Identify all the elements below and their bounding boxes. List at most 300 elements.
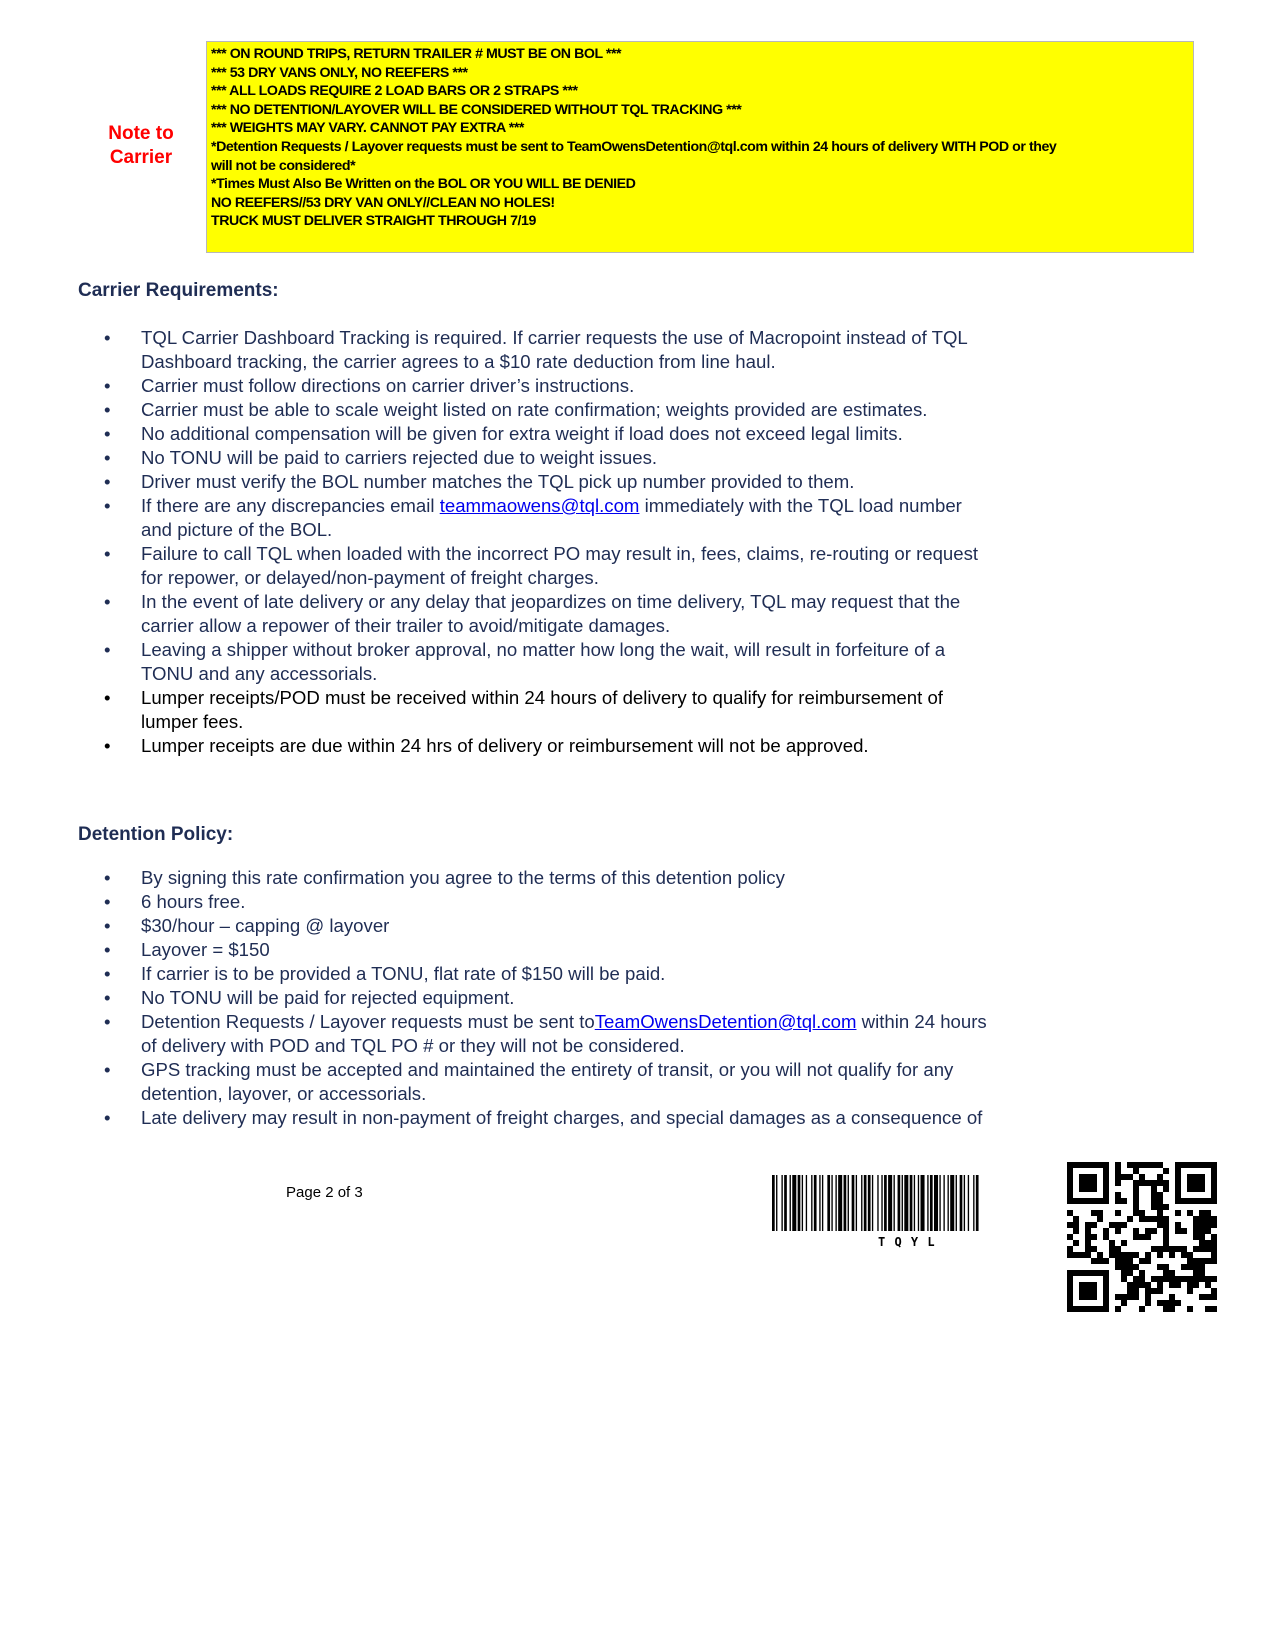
qr-module <box>1175 1210 1181 1216</box>
qr-module <box>1139 1282 1145 1288</box>
item-text: for repower, or delayed/non-payment of freight charges. <box>141 567 599 588</box>
qr-code-icon <box>1067 1162 1217 1312</box>
qr-module <box>1133 1264 1139 1270</box>
qr-module <box>1085 1234 1091 1240</box>
barcode-bar <box>868 1175 871 1231</box>
qr-module <box>1085 1294 1091 1300</box>
qr-module <box>1187 1210 1193 1216</box>
qr-module <box>1205 1216 1211 1222</box>
qr-module <box>1097 1162 1103 1168</box>
qr-module <box>1205 1294 1211 1300</box>
item-text: GPS tracking must be accepted and maintained the entirety of transit, or you will not qualify for any <box>141 1059 954 1080</box>
qr-module <box>1109 1222 1115 1228</box>
qr-module <box>1175 1222 1181 1228</box>
qr-module <box>1139 1162 1145 1168</box>
qr-module <box>1157 1282 1163 1288</box>
email-link[interactable]: TeamOwensDetention@tql.com <box>594 1011 857 1032</box>
barcode-bar <box>781 1175 782 1231</box>
qr-module <box>1103 1270 1109 1276</box>
qr-module <box>1121 1198 1127 1204</box>
qr-module <box>1103 1276 1109 1282</box>
qr-module <box>1115 1222 1121 1228</box>
bullet-icon: • <box>104 543 111 564</box>
item-text: No TONU will be paid for rejected equipment. <box>141 987 515 1008</box>
qr-module <box>1145 1162 1151 1168</box>
qr-module <box>1211 1168 1217 1174</box>
qr-module <box>1199 1276 1205 1282</box>
qr-module <box>1151 1288 1157 1294</box>
qr-module <box>1121 1276 1127 1282</box>
qr-module <box>1193 1264 1199 1270</box>
qr-module <box>1079 1162 1085 1168</box>
qr-module <box>1109 1240 1115 1246</box>
qr-module <box>1127 1282 1133 1288</box>
bullet-icon: • <box>104 1107 111 1128</box>
item-text: Carrier must follow directions on carrier driver’s instructions. <box>141 375 635 396</box>
list-item <box>104 914 1104 938</box>
qr-module <box>1067 1270 1073 1276</box>
qr-module <box>1211 1174 1217 1180</box>
qr-module <box>1157 1246 1163 1252</box>
qr-module <box>1187 1198 1193 1204</box>
qr-module <box>1091 1210 1097 1216</box>
qr-module <box>1085 1198 1091 1204</box>
item-text: Lumper receipts/POD must be received within 24 hours of delivery to qualify for reimbursement of <box>141 687 943 708</box>
qr-module <box>1205 1222 1211 1228</box>
bullet-icon: • <box>104 867 111 888</box>
qr-module <box>1103 1162 1109 1168</box>
barcode-bar <box>910 1175 913 1231</box>
qr-module <box>1103 1288 1109 1294</box>
qr-module <box>1091 1180 1097 1186</box>
qr-module <box>1067 1180 1073 1186</box>
qr-module <box>1121 1270 1127 1276</box>
item-text: carrier allow a repower of their trailer to avoid/mitigate damages. <box>141 615 671 636</box>
qr-module <box>1163 1270 1169 1276</box>
qr-module <box>1157 1276 1163 1282</box>
qr-module <box>1211 1276 1217 1282</box>
qr-module <box>1103 1228 1109 1234</box>
qr-module <box>1145 1258 1151 1264</box>
qr-module <box>1175 1246 1181 1252</box>
item-text-post: within 24 hours <box>856 1011 987 1032</box>
qr-module <box>1085 1180 1091 1186</box>
bullet-icon: • <box>104 327 111 348</box>
qr-module <box>1097 1216 1103 1222</box>
qr-module <box>1127 1216 1133 1222</box>
qr-module <box>1127 1252 1133 1258</box>
qr-module <box>1097 1258 1103 1264</box>
list-item <box>104 866 1104 890</box>
barcode-bar <box>894 1175 895 1231</box>
qr-module <box>1121 1258 1127 1264</box>
qr-module <box>1127 1162 1133 1168</box>
qr-module <box>1145 1300 1151 1306</box>
note-label-line1: Note to <box>108 123 174 144</box>
qr-module <box>1115 1258 1121 1264</box>
qr-module <box>1193 1258 1199 1264</box>
item-text: Late delivery may result in non-payment of freight charges, and special damages as a consequence of <box>141 1107 983 1128</box>
qr-module <box>1145 1234 1151 1240</box>
qr-module <box>1085 1228 1091 1234</box>
qr-module <box>1103 1258 1109 1264</box>
qr-module <box>1097 1210 1103 1216</box>
list-item <box>104 986 1104 1010</box>
qr-module <box>1073 1270 1079 1276</box>
qr-module <box>1181 1252 1187 1258</box>
note-label-line2: Carrier <box>109 147 173 168</box>
qr-module <box>1121 1174 1127 1180</box>
qr-module <box>1163 1180 1169 1186</box>
qr-module <box>1199 1174 1205 1180</box>
qr-module <box>1067 1210 1073 1216</box>
qr-module <box>1163 1216 1169 1222</box>
barcode-bar <box>918 1175 919 1231</box>
qr-module <box>1157 1204 1163 1210</box>
qr-module <box>1199 1234 1205 1240</box>
item-text: TONU and any accessorials. <box>141 663 378 684</box>
qr-module <box>1133 1162 1139 1168</box>
barcode-bar <box>831 1175 832 1231</box>
list-item <box>104 590 1104 638</box>
qr-module <box>1181 1264 1187 1270</box>
qr-module <box>1133 1180 1139 1186</box>
note-line: will not be considered* <box>211 157 356 174</box>
barcode-bar <box>921 1175 925 1231</box>
qr-module <box>1151 1246 1157 1252</box>
barcode-bar <box>976 1175 979 1231</box>
qr-module <box>1121 1240 1127 1246</box>
qr-module <box>1067 1198 1073 1204</box>
qr-module <box>1085 1240 1091 1246</box>
qr-module <box>1091 1306 1097 1312</box>
qr-module <box>1085 1288 1091 1294</box>
barcode-bar <box>802 1175 803 1231</box>
qr-module <box>1205 1306 1211 1312</box>
qr-module <box>1169 1276 1175 1282</box>
qr-module <box>1157 1264 1163 1270</box>
qr-module <box>1163 1168 1169 1174</box>
qr-module <box>1067 1294 1073 1300</box>
qr-module <box>1205 1258 1211 1264</box>
qr-module <box>1121 1252 1127 1258</box>
qr-module <box>1133 1204 1139 1210</box>
qr-module <box>1079 1198 1085 1204</box>
qr-module <box>1199 1216 1205 1222</box>
qr-module <box>1199 1210 1205 1216</box>
qr-module <box>1067 1186 1073 1192</box>
qr-module <box>1187 1252 1193 1258</box>
list-item <box>104 938 1104 962</box>
qr-module <box>1199 1258 1205 1264</box>
item-text: If carrier is to be provided a TONU, flat rate of $150 will be paid. <box>141 963 666 984</box>
qr-module <box>1091 1186 1097 1192</box>
qr-module <box>1127 1264 1133 1270</box>
qr-module <box>1193 1282 1199 1288</box>
qr-module <box>1187 1162 1193 1168</box>
qr-module <box>1115 1192 1121 1198</box>
qr-module <box>1151 1186 1157 1192</box>
qr-module <box>1211 1222 1217 1228</box>
qr-module <box>1211 1198 1217 1204</box>
qr-module <box>1139 1216 1145 1222</box>
bullet-icon: • <box>104 987 111 1008</box>
qr-module <box>1085 1252 1091 1258</box>
qr-module <box>1073 1198 1079 1204</box>
barcode-bar <box>943 1175 944 1231</box>
qr-module <box>1121 1300 1127 1306</box>
qr-module <box>1157 1210 1163 1216</box>
qr-module <box>1079 1252 1085 1258</box>
item-text-post: immediately with the TQL load number <box>639 495 962 516</box>
qr-module <box>1169 1252 1175 1258</box>
qr-module <box>1133 1192 1139 1198</box>
qr-module <box>1157 1288 1163 1294</box>
barcode-bar <box>814 1175 817 1231</box>
qr-module <box>1127 1174 1133 1180</box>
bullet-icon: • <box>104 447 111 468</box>
qr-module <box>1163 1246 1169 1252</box>
qr-module <box>1103 1306 1109 1312</box>
qr-module <box>1193 1276 1199 1282</box>
qr-module <box>1187 1258 1193 1264</box>
qr-module <box>1103 1300 1109 1306</box>
qr-module <box>1133 1294 1139 1300</box>
item-text: Failure to call TQL when loaded with the incorrect PO may result in, fees, claims, re-routing or request <box>141 543 979 564</box>
qr-module <box>1139 1258 1145 1264</box>
qr-module <box>1097 1306 1103 1312</box>
qr-module <box>1163 1300 1169 1306</box>
bullet-icon: • <box>104 495 111 516</box>
qr-module <box>1091 1198 1097 1204</box>
qr-module <box>1073 1216 1079 1222</box>
qr-module <box>1145 1282 1151 1288</box>
bullet-icon: • <box>104 687 111 708</box>
qr-module <box>1175 1162 1181 1168</box>
qr-module <box>1067 1192 1073 1198</box>
qr-module <box>1193 1186 1199 1192</box>
qr-module <box>1079 1180 1085 1186</box>
qr-module <box>1175 1186 1181 1192</box>
qr-module <box>1091 1174 1097 1180</box>
qr-module <box>1079 1282 1085 1288</box>
list-item <box>104 494 1104 542</box>
qr-module <box>1163 1222 1169 1228</box>
qr-module <box>1151 1192 1157 1198</box>
qr-module <box>1133 1288 1139 1294</box>
bullet-icon: • <box>104 1011 111 1032</box>
qr-module <box>1205 1240 1211 1246</box>
qr-module <box>1175 1192 1181 1198</box>
qr-module <box>1163 1186 1169 1192</box>
item-text: In the event of late delivery or any delay that jeopardizes on time delivery, TQL may request that the <box>141 591 961 612</box>
bullet-icon: • <box>104 1059 111 1080</box>
qr-module <box>1187 1264 1193 1270</box>
item-text: Layover = $150 <box>141 939 270 960</box>
qr-module <box>1079 1270 1085 1276</box>
note-line: *** ON ROUND TRIPS, RETURN TRAILER # MUST BE ON BOL *** <box>211 46 622 62</box>
item-text: TQL Carrier Dashboard Tracking is required. If carrier requests the use of Macropoint instead of TQL <box>141 327 968 348</box>
list-item <box>104 374 1104 398</box>
qr-module <box>1187 1282 1193 1288</box>
qr-module <box>1181 1276 1187 1282</box>
qr-module <box>1199 1222 1205 1228</box>
qr-module <box>1181 1162 1187 1168</box>
list-item <box>104 962 1104 986</box>
qr-module <box>1073 1306 1079 1312</box>
qr-module <box>1097 1252 1103 1258</box>
barcode-bar <box>948 1175 949 1231</box>
qr-module <box>1121 1222 1127 1228</box>
barcode-bar <box>956 1175 957 1231</box>
detention-policy-list <box>104 866 1104 1130</box>
qr-module <box>1067 1306 1073 1312</box>
qr-module <box>1175 1174 1181 1180</box>
item-text: Driver must verify the BOL number matches the TQL pick up number provided to them. <box>141 471 855 492</box>
list-item <box>104 422 1104 446</box>
qr-module <box>1115 1252 1121 1258</box>
qr-module <box>1067 1222 1073 1228</box>
qr-module <box>1187 1288 1193 1294</box>
qr-module <box>1169 1246 1175 1252</box>
list-item <box>104 542 1104 590</box>
qr-module <box>1175 1282 1181 1288</box>
qr-module <box>1205 1246 1211 1252</box>
barcode-bar <box>811 1175 812 1231</box>
qr-module <box>1151 1204 1157 1210</box>
qr-module <box>1199 1162 1205 1168</box>
qr-module <box>1127 1270 1133 1276</box>
qr-module <box>1073 1162 1079 1168</box>
qr-module <box>1109 1246 1115 1252</box>
qr-module <box>1187 1174 1193 1180</box>
barcode-bar <box>861 1175 862 1231</box>
qr-module <box>1145 1252 1151 1258</box>
qr-module <box>1157 1252 1163 1258</box>
qr-module <box>1157 1300 1163 1306</box>
qr-module <box>1151 1228 1157 1234</box>
barcode-bar <box>792 1175 796 1231</box>
qr-module <box>1211 1192 1217 1198</box>
barcode-bar <box>930 1175 933 1231</box>
qr-module <box>1103 1168 1109 1174</box>
qr-module <box>1205 1162 1211 1168</box>
qr-module <box>1205 1210 1211 1216</box>
barcode-bar <box>964 1175 965 1231</box>
qr-module <box>1211 1180 1217 1186</box>
qr-module <box>1091 1282 1097 1288</box>
item-text: and picture of the BOL. <box>141 519 333 540</box>
qr-module <box>1067 1162 1073 1168</box>
bullet-icon: • <box>104 639 111 660</box>
qr-module <box>1211 1288 1217 1294</box>
qr-module <box>1115 1228 1121 1234</box>
barcode-bar <box>902 1175 903 1231</box>
barcode-bar <box>806 1175 807 1231</box>
list-item <box>104 398 1104 422</box>
email-link[interactable]: teammaowens@tql.com <box>439 495 640 516</box>
qr-module <box>1079 1174 1085 1180</box>
note-line: *Detention Requests / Layover requests must be sent to TeamOwensDetention@tql.com within 24 hours of delivery WITH POD or they <box>211 138 1057 155</box>
qr-module <box>1193 1216 1199 1222</box>
barcode-bar <box>934 1175 938 1231</box>
barcode-bar <box>798 1175 801 1231</box>
qr-module <box>1091 1288 1097 1294</box>
qr-module <box>1181 1246 1187 1252</box>
qr-module <box>1151 1162 1157 1168</box>
barcode-bar <box>877 1175 878 1231</box>
qr-module <box>1067 1168 1073 1174</box>
qr-module <box>1133 1210 1139 1216</box>
bullet-icon: • <box>104 423 111 444</box>
qr-module <box>1205 1282 1211 1288</box>
qr-module <box>1103 1282 1109 1288</box>
qr-module <box>1187 1306 1193 1312</box>
qr-module <box>1205 1228 1211 1234</box>
qr-module <box>1121 1264 1127 1270</box>
qr-module <box>1193 1234 1199 1240</box>
item-text: $30/hour – capping @ layover <box>141 915 390 936</box>
qr-module <box>1115 1198 1121 1204</box>
barcode-bar <box>848 1175 849 1231</box>
qr-module <box>1187 1276 1193 1282</box>
qr-module <box>1073 1228 1079 1234</box>
qr-module <box>1103 1180 1109 1186</box>
note-line: *** WEIGHTS MAY VARY. CANNOT PAY EXTRA *** <box>211 120 524 137</box>
note-line: *** NO DETENTION/LAYOVER WILL BE CONSIDERED WITHOUT TQL TRACKING *** <box>211 101 742 118</box>
qr-module <box>1103 1186 1109 1192</box>
qr-module <box>1157 1216 1163 1222</box>
qr-module <box>1103 1294 1109 1300</box>
item-text: Lumper receipts are due within 24 hrs of delivery or reimbursement will not be approved. <box>141 735 869 756</box>
qr-module <box>1091 1294 1097 1300</box>
barcode-bar <box>838 1175 842 1231</box>
qr-module <box>1067 1246 1073 1252</box>
barcode-caption: T Q Y L <box>878 1235 936 1249</box>
barcode-bar <box>852 1175 855 1231</box>
qr-module <box>1067 1252 1073 1258</box>
qr-module <box>1073 1252 1079 1258</box>
qr-module <box>1211 1240 1217 1246</box>
qr-module <box>1151 1198 1157 1204</box>
qr-module <box>1199 1186 1205 1192</box>
qr-module <box>1133 1168 1139 1174</box>
qr-module <box>1139 1210 1145 1216</box>
barcode-bar <box>844 1175 847 1231</box>
qr-module <box>1193 1198 1199 1204</box>
list-item <box>104 470 1104 494</box>
qr-module <box>1157 1222 1163 1228</box>
qr-module <box>1157 1198 1163 1204</box>
qr-module <box>1079 1306 1085 1312</box>
item-text: By signing this rate confirmation you agree to the terms of this detention policy <box>141 867 785 888</box>
list-item <box>104 1010 1104 1058</box>
qr-module <box>1133 1252 1139 1258</box>
qr-module <box>1115 1162 1121 1168</box>
qr-module <box>1067 1282 1073 1288</box>
barcode-bar <box>960 1175 963 1231</box>
barcode-icon <box>770 1175 1050 1235</box>
qr-module <box>1103 1234 1109 1240</box>
qr-module <box>1085 1162 1091 1168</box>
qr-module <box>1211 1186 1217 1192</box>
qr-module <box>1115 1246 1121 1252</box>
qr-module <box>1187 1186 1193 1192</box>
barcode-bar <box>872 1175 873 1231</box>
list-item <box>104 734 1104 758</box>
qr-module <box>1175 1198 1181 1204</box>
qr-module <box>1163 1306 1169 1312</box>
